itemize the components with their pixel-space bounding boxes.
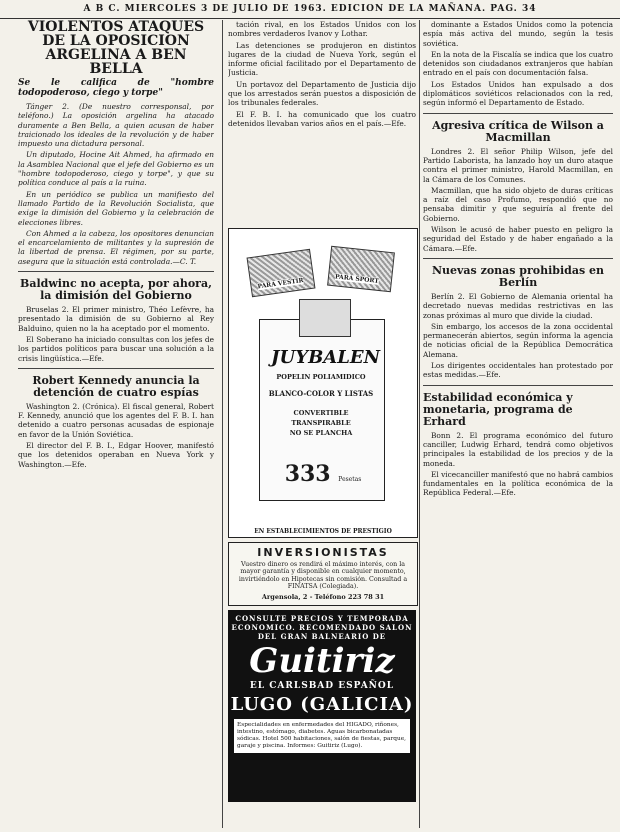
shirt-collar xyxy=(299,299,351,337)
shirt-pack xyxy=(327,246,395,292)
article-paragraph: En la nota de la Fiscalía se indica que los cuatro detenidos son ciudadanos extranjeros que habían entrado en el país con documentación falsa. xyxy=(423,49,613,78)
spa-details: Especialidades en enfermedades del HIGADO, riñones, intestino, estómago, diabetes. Aguas bicarbonatadas sódicas. Hotel 500 habitaciones, salón de fiestas, parque, garaje y piscina. Informes: Guitiriz (Lugo). xyxy=(234,719,410,753)
article-paragraph: tación rival, en los Estados Unidos con los nombres verdaderos Ivanov y Lothar. xyxy=(228,20,416,39)
column-middle-text xyxy=(228,20,416,235)
article-paragraph: Macmillan, que ha sido objeto de duras críticas a raíz del caso Profumo, respondió que no pensaba dimitir y que seguiría al frente del Gobierno. xyxy=(423,185,613,223)
divider xyxy=(18,271,214,272)
spa-advertisement xyxy=(228,610,416,802)
price-unit: Pesetas xyxy=(338,476,362,483)
article-paragraph: Sin embargo, los accesos de la zona occidental permanecerán abiertos, según informa la agencia de noticias oficial de la República Democrática Alemana. xyxy=(423,321,613,359)
article-paragraph: Bonn 2. El programa económico del futuro canciller, Ludwig Erhard, tendrá como objetivos principales la estabilidad de los precios y de la moneda. xyxy=(423,430,613,468)
ad-line: POPELIN POLIAMIDICO xyxy=(276,373,366,381)
price xyxy=(273,461,373,487)
article-paragraph: Tánger 2. (De nuestro corresponsal, por teléfono.) La oposición argelina ha atacado duramente a Ben Bella, a quien acusan de haber traicionado los ideales de la revolución y de haber impuesto una dictadura personal. xyxy=(18,102,214,149)
article-paragraph: Un portavoz del Departamento de Justicia dijo que los arrestados serán puestos a disposición de los tribunales federales. xyxy=(228,79,416,108)
headline-baldwinc: Baldwinc no acepta, por ahora, la dimisión del Gobierno xyxy=(20,277,212,303)
divider xyxy=(18,368,214,369)
subheadline-argelia: Se le califica de "hombre todopoderoso, ciego y torpe" xyxy=(18,78,214,98)
ad-body: Vuestro dinero os rendirá el máximo interés, con la mayor garantía y disponible en cualquier momento, invirtiéndolo en Hipotecas sin comisión. Consultad a FINATSA (Colegiada). xyxy=(238,561,408,591)
article-paragraph: Las detenciones se produjeron en distintos lugares de la ciudad de Nueva York, según el informe oficial facilitado por el Departamento de Justicia. xyxy=(228,40,416,78)
spa-name: Guitiriz xyxy=(249,641,395,681)
divider xyxy=(423,113,613,114)
ad-title: INVERSIONISTAS xyxy=(257,546,389,559)
page-header: A B C. MIERCOLES 3 DE JULIO DE 1963. EDICION DE LA MAÑANA. PAG. 34 xyxy=(0,4,620,19)
article-paragraph: Un diputado, Hocine Ait Ahmed, ha afirmado en la Asamblea Nacional que el jefe del Gobierno es un "hombre todopoderoso, ciego y torpe", y que su política conduce al país a la ruina. xyxy=(18,150,214,188)
investors-advertisement xyxy=(228,542,418,606)
column-rule xyxy=(419,20,420,828)
headline-kennedy: Robert Kennedy anuncia la detención de cuatro espías xyxy=(32,373,200,399)
shirt-pack-label: PARA VESTIR xyxy=(257,276,305,291)
ad-line: TRANSPIRABLE xyxy=(291,419,351,427)
ad-line: BLANCO-COLOR Y LISTAS xyxy=(268,389,374,398)
column-left xyxy=(18,20,214,828)
article-paragraph: Los dirigentes occidentales han protestado por estas medidas.—Efe. xyxy=(423,361,613,380)
ad-line: NO SE PLANCHA xyxy=(289,429,353,437)
article-paragraph: Wilson le acusó de haber puesto en peligro la seguridad del Estado y de haber engañado a la Cámara.—Efe. xyxy=(423,225,613,253)
ad-top-text: CONSULTE PRECIOS Y TEMPORADA ECONOMICO. RECOMENDADO SALON DEL GRAN BALNEARIO DE xyxy=(231,614,413,641)
article-paragraph: En un periódico se publica un manifiesto del llamado Partido de la Revolución Socialista, que exige la dimisión del Gobierno y la celebración de elecciones libres. xyxy=(18,189,214,227)
divider xyxy=(423,258,613,259)
article-paragraph: Londres 2. El señor Philip Wilson, jefe del Partido Laborista, ha lanzado hoy un duro ataque contra el primer ministro, Harold Macmillan, en la Cámara de los Comunes. xyxy=(423,146,613,184)
article-paragraph: dominante a Estados Unidos como la potencia espía más activa del mundo, según la tesis soviética. xyxy=(423,20,613,48)
brand-name: JUYBALEN xyxy=(271,347,381,368)
article-paragraph: El Soberano ha iniciado consultas con los jefes de los partidos políticos para buscar una solución a la crisis lingüística.—Efe. xyxy=(18,334,214,363)
spa-location: LUGO (GALICIA) xyxy=(230,694,414,715)
article-paragraph: El vicecanciller manifestó que no habrá cambios fundamentales en la política económica de la República Federal.—Efe. xyxy=(423,469,613,498)
column-right xyxy=(423,20,613,828)
article-paragraph: Berlín 2. El Gobierno de Alemania oriental ha decretado nuevas medidas restrictivas en las zonas próximas al muro que divide la ciudad. xyxy=(423,291,613,320)
shirt-advertisement xyxy=(228,228,418,538)
headline-argelia: VIOLENTOS ATAQUES DE LA OPOSICION ARGELINA A BEN BELLA xyxy=(27,20,205,77)
spa-tagline: EL CARLSBAD ESPAÑOL xyxy=(249,681,395,691)
headline-berlin: Nuevas zonas prohibidas en Berlín xyxy=(431,263,605,289)
article-paragraph: Los Estados Unidos han expulsado a dos diplomáticos soviéticos relacionados con la red, según informó el Departamento de Estado. xyxy=(423,79,613,108)
article-paragraph: Bruselas 2. El primer ministro, Théo Lefèvre, ha presentado la dimisión de su Gobierno al Rey Balduino, quien no la ha aceptado por el momento. xyxy=(18,305,214,333)
article-paragraph: El director del F. B. I., Edgar Hoover, manifestó que los detenidos operaban en Nueva York y Washington.—Efe. xyxy=(18,441,214,469)
column-rule xyxy=(222,20,223,828)
ad-footer: EN ESTABLECIMIENTOS DE PRESTIGIO xyxy=(254,528,392,535)
divider xyxy=(423,385,613,386)
article-paragraph: Con Ahmed a la cabeza, los opositores denuncian el encarcelamiento de militantes y la supresión de la libertad de prensa. El régimen, por su parte, asegura que la situación está controlada.—C. T. xyxy=(18,228,214,266)
article-paragraph: Washington 2. (Crónica). El fiscal general, Robert F. Kennedy, anunció que los agentes del F. B. I. han detenido a cuatro personas acusadas de espionaje en favor de la Unión Soviética. xyxy=(18,401,214,439)
ad-line: CONVERTIBLE xyxy=(293,409,349,417)
article-paragraph: El F. B. I. ha comunicado que los cuatro detenidos llevaban varios años en el país.—Efe. xyxy=(228,109,416,128)
ad-address: Argensola, 2 - Teléfono 223 78 31 xyxy=(261,592,385,601)
headline-wilson: Agresiva crítica de Wilson a Macmillan xyxy=(432,118,604,144)
shirt-pack xyxy=(247,249,316,298)
price-value: 333 xyxy=(284,461,331,487)
headline-erhard: Estabilidad económica y monetaria, programa de Erhard xyxy=(423,390,573,428)
shirt-pack-label: PARA SPORT xyxy=(334,273,380,285)
